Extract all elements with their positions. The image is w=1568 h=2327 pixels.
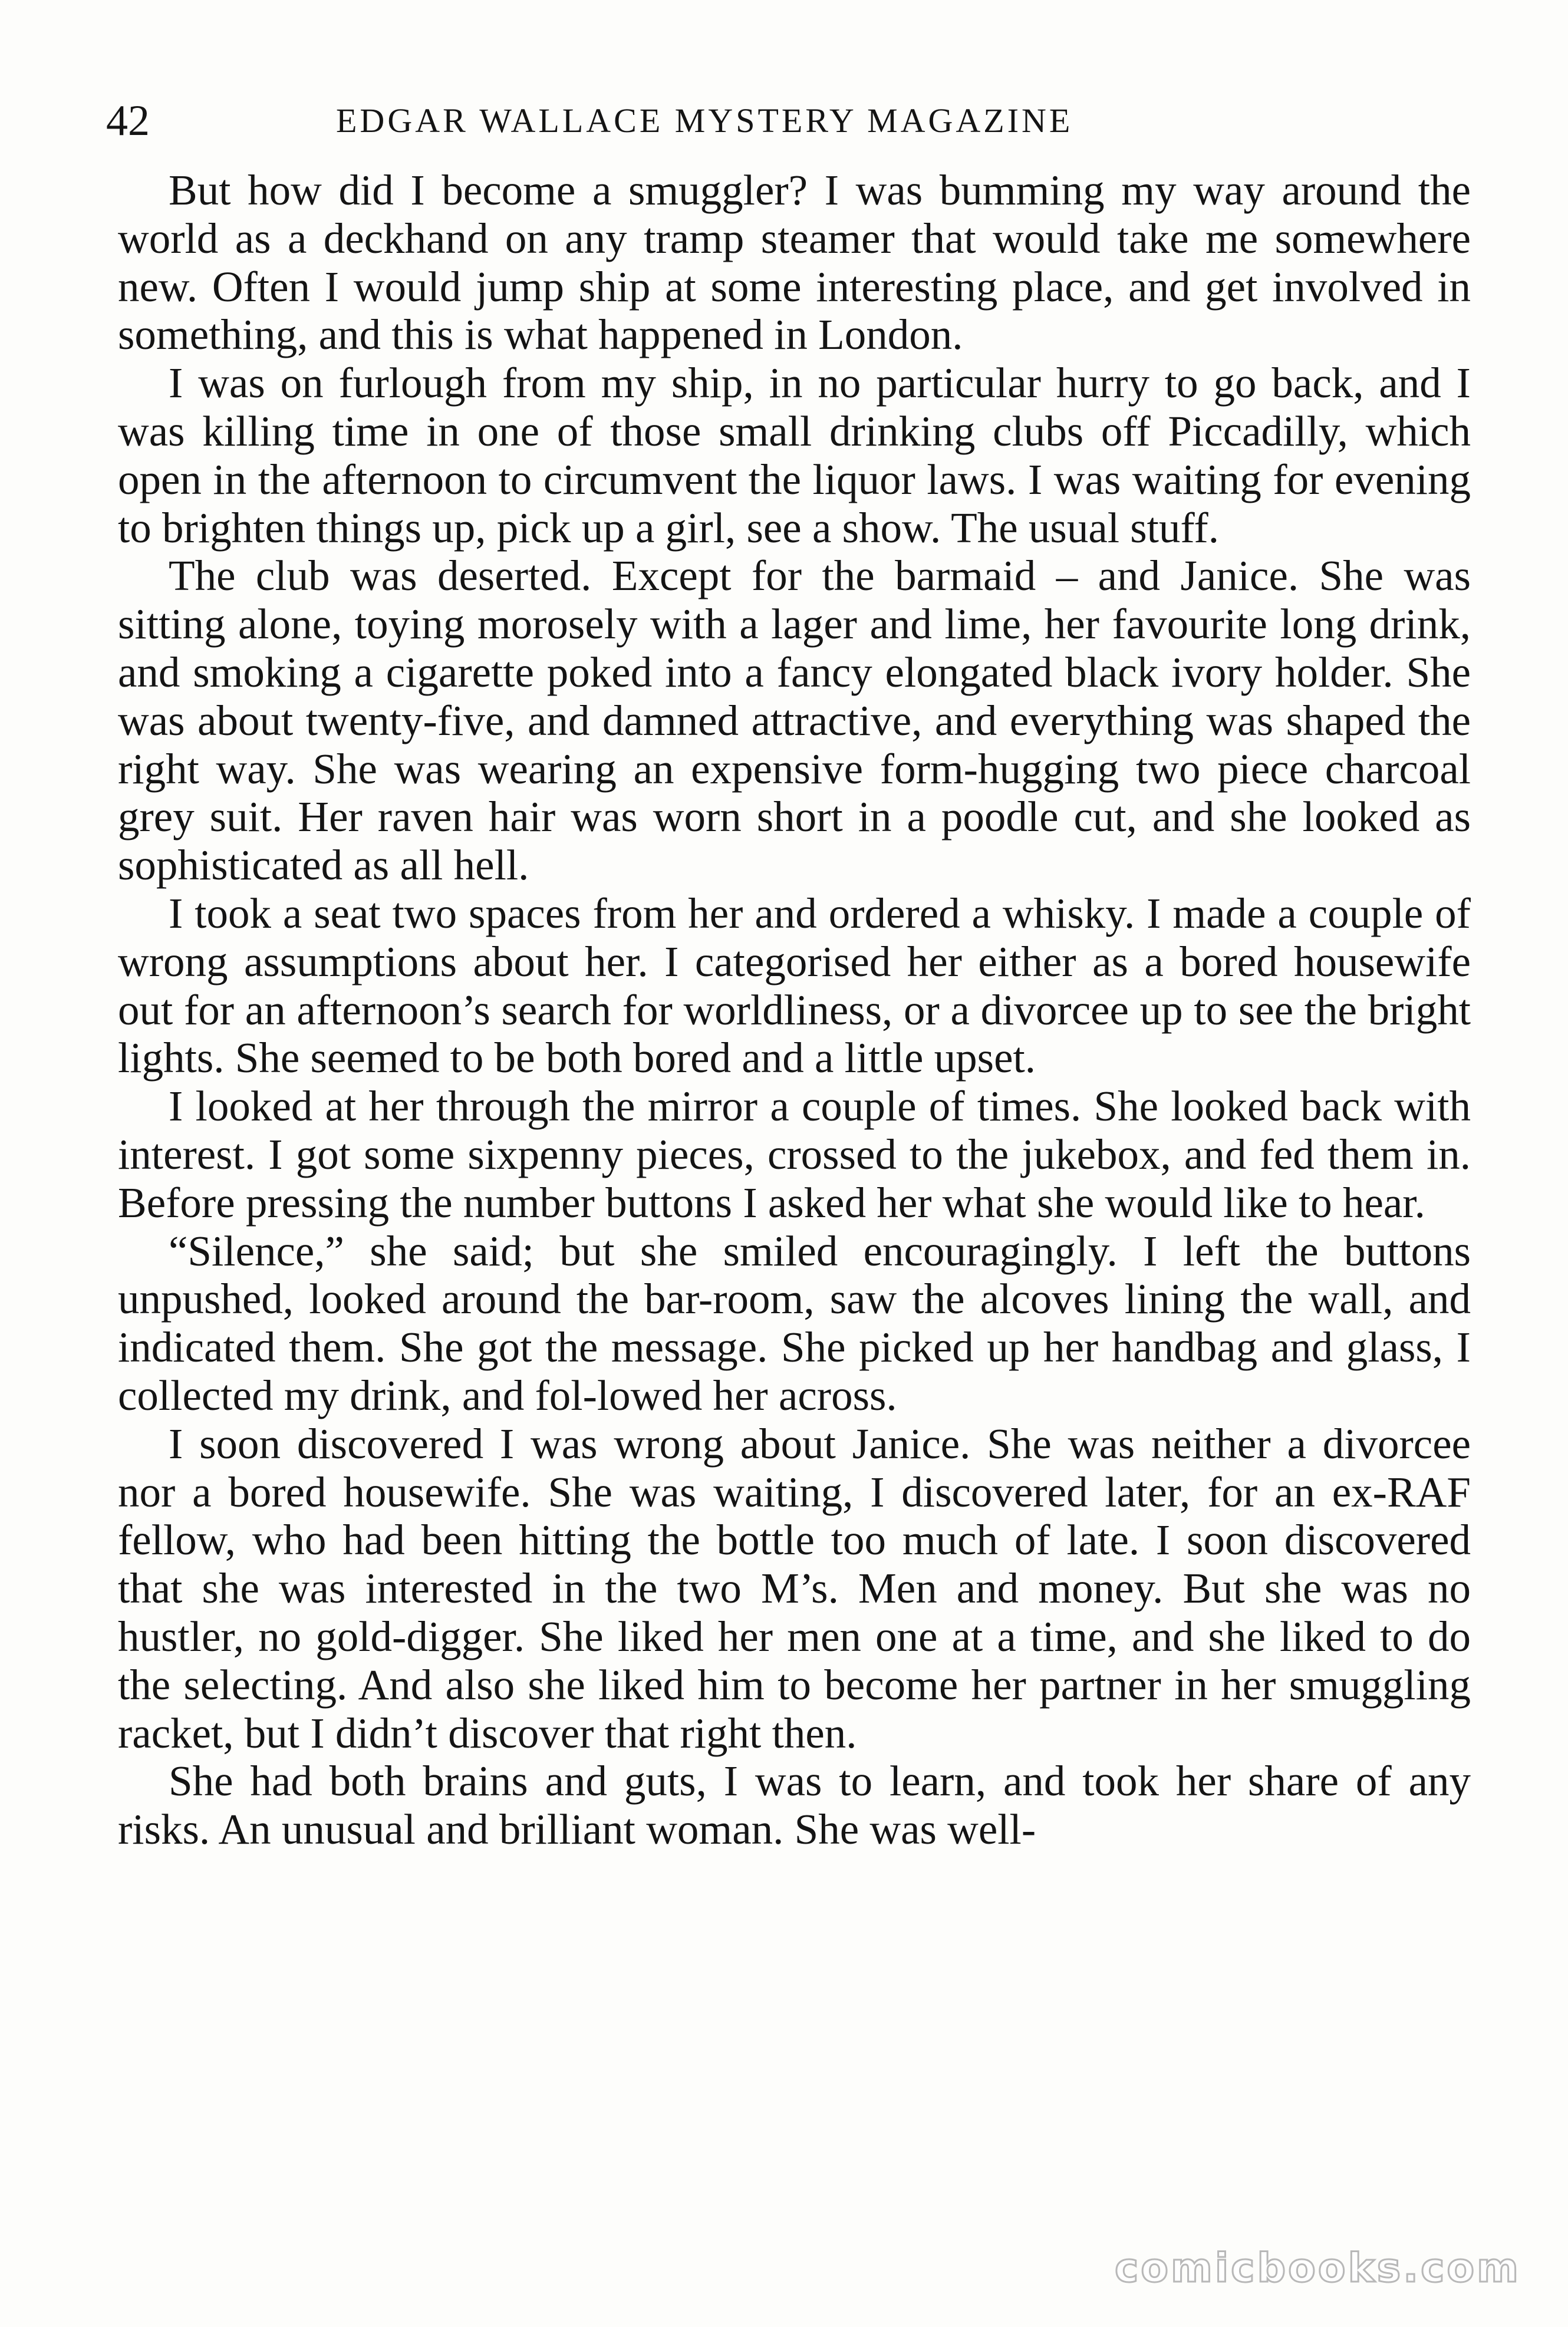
magazine-title: EDGAR WALLACE MYSTERY MAGAZINE [336,101,1073,140]
watermark: comicbooks.com [1114,2245,1521,2292]
page-number: 42 [106,97,150,145]
paragraph: She had both brains and guts, I was to learn, and took her share of any risks. An unusual and brilliant woman. She was well- [118,1757,1471,1854]
paragraph: I soon discovered I was wrong about Janice. She was neither a divorcee nor a bored housewife. She was waiting, I discovered later, for an ex-RAF fellow, who had been hitting the bottle too much of late. I soon discovered that she was interested in the two M’s. Men and money. But she was no hustler, no gold-digger. She liked her men one at a time, and she liked to do the selecting. And also she liked him to become her partner in her smuggling racket, but I didn’t discover that right then. [118,1419,1471,1757]
paragraph: But how did I become a smuggler? I was bumming my way around the world as a deckhand on any tramp steamer that would take me somewhere new. Often I would jump ship at some interesting place, and get involved in something, and this is what happened in London. [118,166,1471,359]
story-body [118,166,1471,1854]
paragraph: “Silence,” she said; but she smiled encouragingly. I left the buttons unpushed, looked around the bar-room, saw the alcoves lining the wall, and indicated them. She got the message. She picked up her handbag and glass, I collected my drink, and fol-lowed her across. [118,1227,1471,1419]
running-head [106,88,1462,153]
paragraph: I was on furlough from my ship, in no particular hurry to go back, and I was killing time in one of those small drinking clubs off Piccadilly, which open in the afternoon to circumvent the liquor laws. I was waiting for evening to brighten things up, pick up a girl, see a show. The usual stuff. [118,359,1471,552]
paragraph: I looked at her through the mirror a couple of times. She looked back with interest. I got some sixpenny pieces, crossed to the jukebox, and fed them in. Before pressing the number buttons I asked her what she would like to hear. [118,1082,1471,1227]
paragraph: I took a seat two spaces from her and ordered a whisky. I made a couple of wrong assumptions about her. I categorised her either as a bored housewife out for an afternoon’s search for worldliness, or a divorcee up to see the bright lights. She seemed to be both bored and a little upset. [118,889,1471,1082]
paragraph: The club was deserted. Except for the barmaid – and Janice. She was sitting alone, toying morosely with a lager and lime, her favourite long drink, and smoking a cigarette poked into a fancy elongated black ivory holder. She was about twenty-five, and damned attractive, and everything was shaped the right way. She was wearing an expensive form-hugging two piece charcoal grey suit. Her raven hair was worn short in a poodle cut, and she looked as sophisticated as all hell. [118,552,1471,889]
